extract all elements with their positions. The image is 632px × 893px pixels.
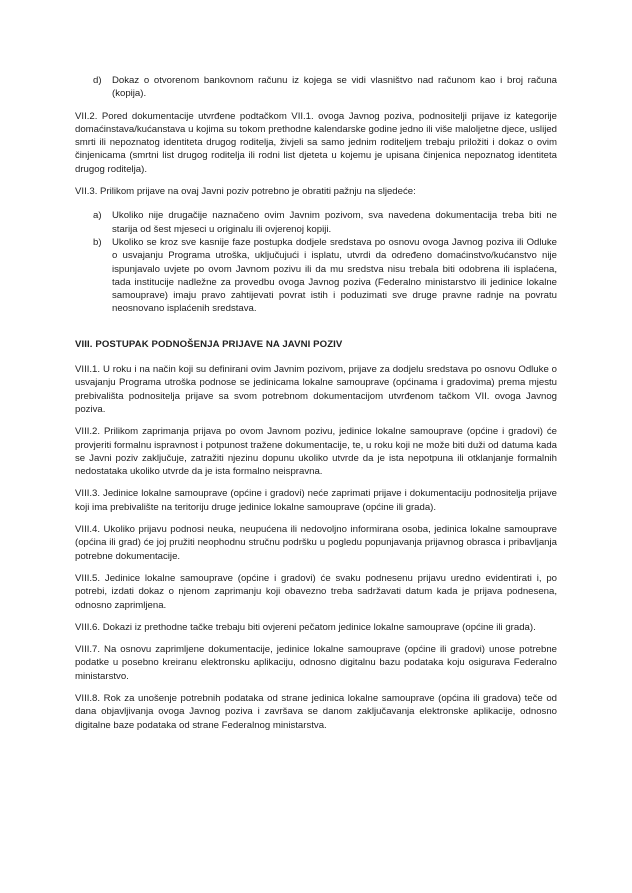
paragraph-viii-6: VIII.6. Dokazi iz prethodne tačke trebaju biti ovjereni pečatom jedinice lokalne samouprave (općine ili grada). (75, 621, 536, 633)
paragraph-viii-4: VIII.4. Ukoliko prijavu podnosi neuka, neupućena ili nedovoljno informirana osoba, jedinica lokalne samouprave (općina ili grad) će joj pružiti neophodnu stručnu podršku u pogledu popunjavanja prijavnog obrasca i pribavljanja potrebne dokumentacije. (75, 524, 557, 562)
paragraph-vii-3-intro: VII.3. Prilikom prijave na ovaj Javni poziv potrebno je obratiti pažnju na sljedeće: (75, 186, 416, 198)
paragraph-viii-2: VIII.2. Prilikom zaprimanja prijava po ovom Javnom pozivu, jedinice lokalne samouprave (općine i gradovi) će provjeriti formalnu ispravnost i potpunost tražene dokumentacije, te, u roku koji ne može biti duži od datuma kada se Javni poziv zaključuje, zatražiti njezinu dopunu ukoliko utvrde da je ista nepotpuna ili otklanjanje formalnih nedostataka ukoliko utvrde da je ista formalno neispravna. (75, 426, 557, 478)
list-marker-b: b) (93, 236, 102, 248)
list-item-d-text: Dokaz o otvorenom bankovnom računu iz kojega se vidi vlasništvo nad računom kao i broj računa (kopija). (112, 75, 557, 100)
list-item-a-text: Ukoliko nije drugačije naznačeno ovim Javnim pozivom, sva navedena dokumentacija treba biti ne starija od šest mjeseci u originalu ili ovjerenoj kopiji. (112, 210, 557, 235)
list-marker-a: a) (93, 210, 102, 222)
list-item-b-text: Ukoliko se kroz sve kasnije faze postupka dodjele sredstava po osnovu ovoga Javnog poziva ili Odluke o usvajanju Programa utroška, uključujući i isplatu, utvrdi da određeno domaćinstvo/kućanstvo nije ispunjavalo uvjete po ovom Javnom pozivu ili da mu sredstva nisu trebala biti odobrena ili isplaćena, tada institucije nadležne za provedbu ovoga Javnog poziva (Federalno ministarstvo ili jedinice lokalne samouprave) imaju pravo zahtijevati povrat istih i poduzimati sve druge pravne radnje na povratu neosnovano isplaćenih sredstava. (112, 236, 557, 315)
list-item-b (75, 236, 557, 316)
paragraph-viii-5: VIII.5. Jedinice lokalne samouprave (općine i gradovi) će svaku podnesenu prijavu uredno evidentirati i, po potrebi, izdati dokaz o njenom zaprimanju koji obavezno treba sadržavati datum kada je prijava podnesena, odnosno zaprimljena. (75, 572, 557, 611)
paragraph-viii-7: VIII.7. Na osnovu zaprimljene dokumentacije, jedinice lokalne samouprave (općine ili gradovi) unose potrebne podatke u posebno kreiranu elektronsku aplikaciju, odnosno digitalnu bazu podataka koju osigurava Federalno ministarstvo. (75, 644, 557, 682)
paragraph-vii-2: VII.2. Pored dokumentacije utvrđene podtačkom VII.1. ovoga Javnog poziva, podnositelji prijave iz kategorije domaćinstava/kućanstava u kojima su tokom prethodne kalendarske godine jedno ili više maloljetne djece, uslijed smrti ili nepoznatog identiteta drugog roditelja, živjeli sa samo jednim roditeljem trebaju priložiti i dokaz o ovim činjenicama (smrtni list drugog roditelja ili rodni list djeteta u kojemu je upisana činjenica nepoznatog identiteta drugog roditelja). (75, 110, 557, 175)
paragraph-viii-8: VIII.8. Rok za unošenje potrebnih podataka od strane jedinica lokalne samouprave (općina ili gradova) teče od dana objavljivanja ovoga Javnog poziva i završava se danom zaključavanja elektronske aplikacije, odnosno digitalne baze podataka od strane Federalnog ministarstva. (75, 692, 557, 731)
list-item-a (75, 209, 557, 236)
list-block-vii-3 (75, 209, 557, 315)
section-heading-viii: VIII. POSTUPAK PODNOŠENJA PRIJAVE NA JAVNI POZIV (75, 338, 343, 350)
list-item-d (75, 74, 557, 101)
paragraph-viii-3: VIII.3. Jedinice lokalne samouprave (općine i gradovi) neće zaprimati prijave i dokumentaciju podnositelja prijave koji ima prebivalište na teritoriju druge jedinice lokalne samouprave (općine ili grada). (75, 488, 557, 513)
list-marker-d: d) (93, 75, 102, 86)
paragraph-viii-1: VIII.1. U roku i na način koji su definirani ovim Javnim pozivom, prijave za dodjelu sredstava po osnovu Odluke o usvajanju Programa utroška podnose se jedinicama lokalne samouprave (općinama i gradovima) prema mjestu prebivališta podnositelja prijave sa svom potrebnom dokumentacijom utvrđenom tačkom VII. ovoga Javnog poziva. (75, 364, 557, 415)
list-block-d (75, 74, 557, 101)
